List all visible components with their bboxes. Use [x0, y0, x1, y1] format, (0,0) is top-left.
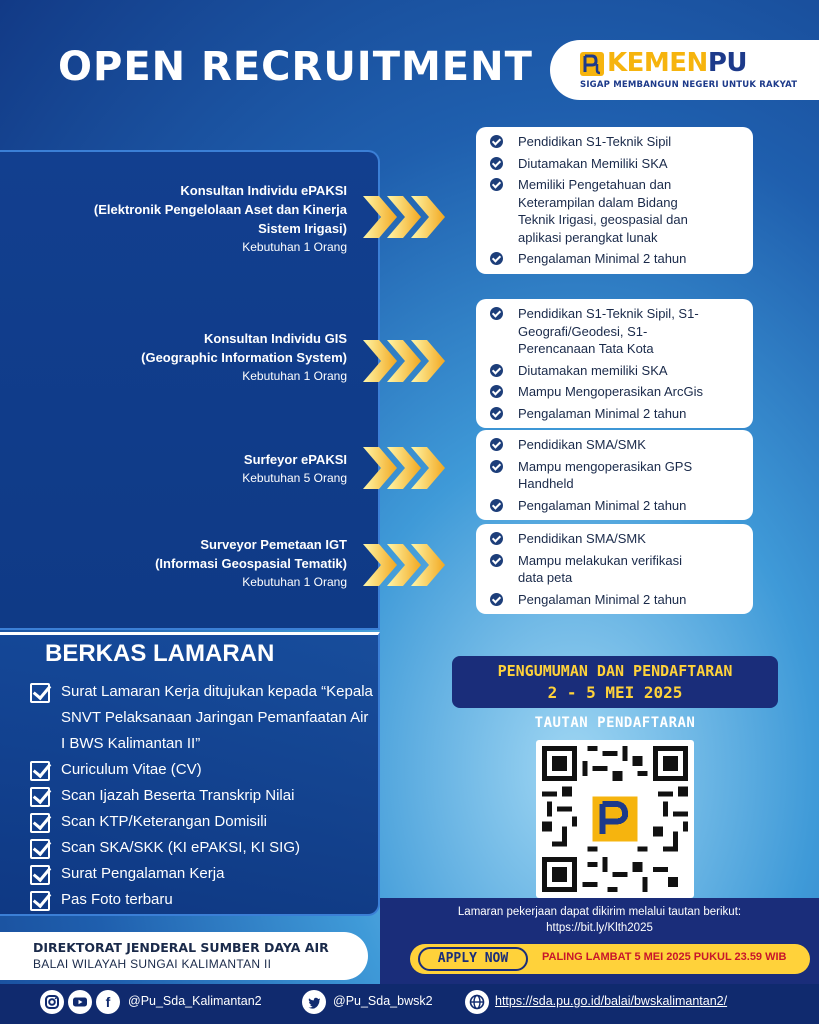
page-title: OPEN RECRUITMENT: [58, 44, 533, 90]
position-need-2: Kebutuhan 1 Orang: [242, 369, 347, 383]
berkas-item: Scan SKA/SKK (KI ePAKSI, KI SIG): [30, 835, 375, 861]
logo-name-b: PU: [707, 48, 747, 78]
berkas-item: Pas Foto terbaru: [30, 887, 375, 913]
check-circle-icon: [490, 307, 503, 320]
check-circle-icon: [490, 178, 503, 191]
checkbox-icon: [30, 761, 50, 781]
position-need-3: Kebutuhan 5 Orang: [242, 471, 347, 485]
announcement-badge: [452, 656, 778, 708]
social-handle-kalimantan2[interactable]: @Pu_Sda_Kalimantan2: [128, 994, 262, 1008]
check-circle-icon: [490, 532, 503, 545]
berkas-title: BERKAS LAMARAN: [45, 640, 275, 667]
check-circle-icon: [490, 593, 503, 606]
checkbox-icon: [30, 813, 50, 833]
kemenpu-logo: [550, 40, 819, 100]
requirement-item: Pendidikan S1-Teknik Sipil: [488, 133, 745, 151]
check-circle-icon: [490, 438, 503, 451]
check-circle-icon: [490, 135, 503, 148]
berkas-item: Scan KTP/Keterangan Domisili: [30, 809, 375, 835]
check-circle-icon: [490, 364, 503, 377]
requirement-item: Diutamakan memiliki SKA: [488, 362, 745, 380]
instagram-icon[interactable]: [40, 990, 64, 1014]
position-need-1: Kebutuhan 1 Orang: [242, 240, 347, 254]
facebook-icon[interactable]: f: [96, 990, 120, 1014]
organization-box: [0, 932, 368, 980]
chevron-arrows-icon: [363, 196, 449, 238]
checkbox-icon: [30, 683, 50, 703]
chevron-arrows-icon: [363, 447, 449, 489]
youtube-icon[interactable]: [68, 990, 92, 1014]
checkbox-icon: [30, 891, 50, 911]
requirement-item: Pengalaman Minimal 2 tahun: [488, 497, 745, 515]
berkas-item: Curiculum Vitae (CV): [30, 757, 375, 783]
chevron-arrows-icon: [363, 340, 449, 382]
org-line-2: BALAI WILAYAH SUNGAI KALIMANTAN II: [33, 957, 272, 971]
logo-tagline: SIGAP MEMBANGUN NEGERI UNTUK RAKYAT: [580, 80, 798, 90]
requirement-item: Mampu melakukan verifikasi data peta: [488, 552, 745, 587]
deadline-text: PALING LAMBAT 5 MEI 2025 PUKUL 23.59 WIB: [542, 951, 787, 963]
registration-link-label: TAUTAN PENDAFTARAN: [534, 715, 696, 731]
requirements-card-4: [476, 524, 753, 614]
logo-name-a: KEMEN: [607, 48, 708, 78]
requirement-item: Mampu mengoperasikan GPS Handheld: [488, 458, 745, 493]
check-circle-icon: [490, 554, 503, 567]
application-link[interactable]: https://bit.ly/Klth2025: [546, 922, 653, 934]
requirement-item: Diutamakan Memiliki SKA: [488, 155, 745, 173]
position-title-3: Surfeyor ePAKSI Kebutuhan 5 Orang: [242, 450, 347, 488]
check-circle-icon: [490, 385, 503, 398]
requirement-item: Pendidikan SMA/SMK: [488, 530, 745, 548]
qr-code-icon: [542, 746, 688, 892]
check-circle-icon: [490, 157, 503, 170]
social-handle-bwsk2[interactable]: @Pu_Sda_bwsk2: [333, 994, 433, 1008]
check-circle-icon: [490, 460, 503, 473]
check-circle-icon: [490, 499, 503, 512]
position-need-4: Kebutuhan 1 Orang: [242, 575, 347, 589]
requirement-item: Pendidikan S1-Teknik Sipil, S1-Geografi/Geodesi, S1-Perencanaan Tata Kota: [488, 305, 745, 358]
application-note: [380, 904, 819, 936]
org-line-1: DIREKTORAT JENDERAL SUMBER DAYA AIR: [33, 940, 329, 955]
twitter-icon[interactable]: [302, 990, 326, 1014]
requirement-item: Mampu Mengoperasikan ArcGis: [488, 383, 745, 401]
berkas-item: Surat Lamaran Kerja ditujukan kepada “Kepala SNVT Pelaksanaan Jaringan Pemanfaatan Air I BWS Kalimantan II”: [30, 679, 375, 757]
checkbox-icon: [30, 839, 50, 859]
announcement-title: PENGUMUMAN DAN PENDAFTARAN: [497, 662, 733, 680]
requirements-card-3: [476, 430, 753, 520]
announcement-dates: 2 - 5 MEI 2025: [547, 683, 683, 702]
checkbox-icon: [30, 787, 50, 807]
requirements-card-1: [476, 127, 753, 274]
website-link[interactable]: https://sda.pu.go.id/balai/bwskalimantan2/: [495, 994, 728, 1008]
berkas-item: Scan Ijazah Beserta Transkrip Nilai: [30, 783, 375, 809]
requirement-item: Pengalaman Minimal 2 tahun: [488, 250, 745, 268]
checkbox-icon: [30, 865, 50, 885]
registration-qr-code[interactable]: [536, 740, 694, 898]
requirement-item: Pendidikan SMA/SMK: [488, 436, 745, 454]
requirement-item: Pengalaman Minimal 2 tahun: [488, 591, 745, 609]
position-title-1: Konsultan Individu ePAKSI (Elektronik Pengelolaan Aset dan Kinerja Sistem Irigasi) Kebutuhan 1 Orang: [94, 181, 347, 257]
requirement-item: Pengalaman Minimal 2 tahun: [488, 405, 745, 423]
position-title-4: Surveyor Pemetaan IGT (Informasi Geospasial Tematik) Kebutuhan 1 Orang: [155, 535, 347, 592]
apply-now-button[interactable]: APPLY NOW: [418, 947, 528, 971]
pu-emblem-icon: [580, 52, 604, 76]
requirements-card-2: [476, 299, 753, 428]
globe-icon[interactable]: [465, 990, 489, 1014]
requirement-item: Memiliki Pengetahuan dan Keterampilan dalam Bidang Teknik Irigasi, geospasial dan aplikasi perangkat lunak: [488, 176, 745, 246]
position-title-2: Konsultan Individu GIS (Geographic Information System) Kebutuhan 1 Orang: [141, 329, 347, 386]
application-note-text: Lamaran pekerjaan dapat dikirim melalui tautan berikut:: [457, 906, 742, 918]
check-circle-icon: [490, 252, 503, 265]
berkas-item: Surat Pengalaman Kerja: [30, 861, 375, 887]
chevron-arrows-icon: [363, 544, 449, 586]
check-circle-icon: [490, 407, 503, 420]
